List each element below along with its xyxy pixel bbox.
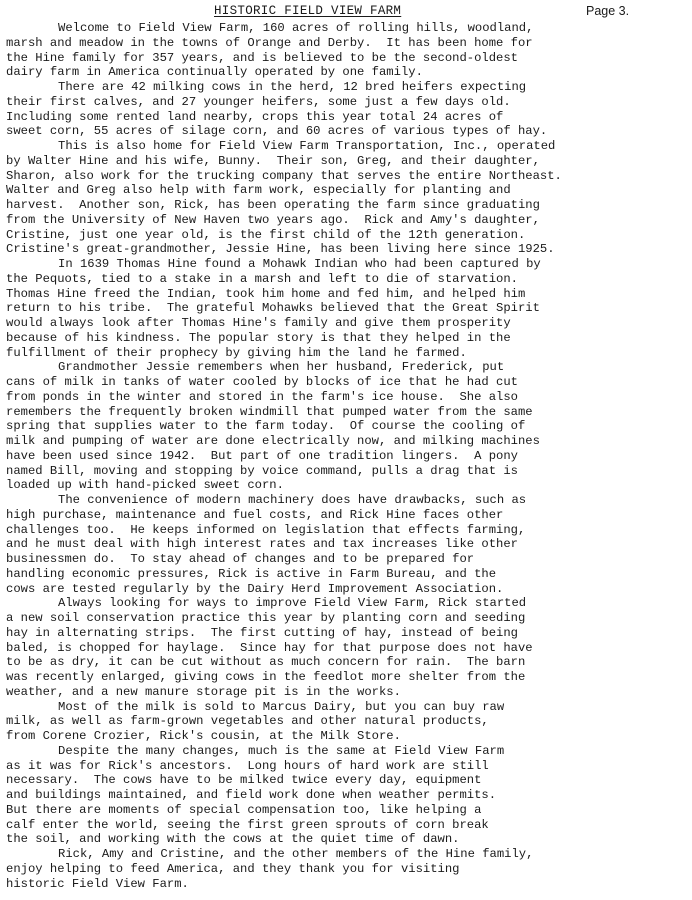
text-line: named Bill, moving and stopping by voice command, pulls a drag that is bbox=[6, 463, 518, 478]
text-line: Cristine's great-grandmother, Jessie Hine, has been living here since 1925. bbox=[6, 242, 555, 257]
text-line: But there are moments of special compensation too, like helping a bbox=[6, 802, 482, 817]
text-line: the Hine family for 357 years, and is believed to be the second-oldest bbox=[6, 50, 518, 65]
text-line: remembers the frequently broken windmill that pumped water from the same bbox=[6, 404, 533, 419]
text-line: businessmen do. To stay ahead of changes and to be prepared for bbox=[6, 552, 475, 566]
page-title: HISTORIC FIELD VIEW FARM bbox=[214, 4, 402, 18]
text-line: as it was for Rick's ancestors. Long hours of hard work are still bbox=[6, 758, 489, 773]
text-line: loaded up with hand-picked sweet corn. bbox=[6, 478, 284, 493]
text-line: cows are tested regularly by the Dairy Herd Improvement Association. bbox=[6, 581, 504, 596]
text-line: return to his tribe. The grateful Mohawks believed that the Great Spirit bbox=[6, 301, 540, 316]
text-line: milk, as well as farm-grown vegetables and other natural products, bbox=[6, 714, 489, 729]
text-line: sweet corn, 55 acres of silage corn, and 60 acres of various types of hay. bbox=[6, 124, 548, 139]
text-line: The convenience of modern machinery does have drawbacks, such as bbox=[58, 493, 527, 507]
text-line: Most of the milk is sold to Marcus Dairy, but you can buy raw bbox=[58, 699, 505, 714]
text-line: This is also home for Field View Farm Transportation, Inc., operated bbox=[58, 139, 556, 153]
text-line: hay in alternating strips. The first cutting of hay, instead of being bbox=[6, 625, 518, 640]
text-line: Grandmother Jessie remembers when her husband, Frederick, put bbox=[58, 360, 505, 375]
text-line: from the University of New Haven two years ago. Rick and Amy's daughter, bbox=[6, 212, 540, 227]
text-line: the soil, and working with the cows at the quiet time of dawn. bbox=[6, 832, 460, 847]
text-line: Rick, Amy and Cristine, and the other members of the Hine family, bbox=[58, 847, 534, 861]
page-number: Page 3. bbox=[586, 4, 630, 18]
text-line: There are 42 milking cows in the herd, 12 bred heifers expecting bbox=[58, 80, 527, 94]
text-line: from Corene Crozier, Rick's cousin, at the Milk Store. bbox=[6, 729, 401, 743]
text-line: to be as dry, it can be cut without as much concern for rain. The barn bbox=[6, 655, 526, 670]
text-line: Always looking for ways to improve Field View Farm, Rick started bbox=[58, 596, 527, 611]
text-line: necessary. The cows have to be milked twice every day, equipment bbox=[6, 773, 482, 788]
text-line: calf enter the world, seeing the first green sprouts of corn break bbox=[6, 817, 489, 832]
text-line: Despite the many changes, much is the same at Field View Farm bbox=[58, 743, 505, 758]
text-line: marsh and meadow in the towns of Orange and Derby. It has been home for bbox=[6, 35, 533, 50]
text-line: baled, is chopped for haylage. Since hay for that purpose does not have bbox=[6, 640, 533, 655]
article-body bbox=[6, 21, 690, 891]
text-line: Thomas Hine freed the Indian, took him home and fed him, and helped him bbox=[6, 286, 526, 301]
text-line: dairy farm in America continually operated by one family. bbox=[6, 65, 423, 80]
text-line: and buildings maintained, and field work done when weather permits. bbox=[6, 788, 497, 802]
text-line: the Pequots, tied to a stake in a marsh and left to die of starvation. bbox=[6, 271, 518, 286]
text-line: because of his kindness. The popular story is that they helped in the bbox=[6, 330, 511, 345]
text-line: weather, and a new manure storage pit is in the works. bbox=[6, 684, 401, 699]
text-line: high purchase, maintenance and fuel costs, and Rick Hine faces other bbox=[6, 507, 504, 522]
text-line: have been used since 1942. But part of one tradition lingers. A pony bbox=[6, 448, 518, 463]
text-line: Welcome to Field View Farm, 160 acres of rolling hills, woodland, bbox=[58, 21, 534, 35]
text-line: historic Field View Farm. bbox=[6, 876, 189, 891]
text-line: Cristine, just one year old, is the first child of the 12th generation. bbox=[6, 227, 526, 242]
text-line: enjoy helping to feed America, and they thank you for visiting bbox=[6, 861, 460, 876]
text-line: was recently enlarged, giving cows in the feedlot more shelter from the bbox=[6, 670, 526, 684]
text-line: milk and pumping of water are done electrically now, and milking machines bbox=[6, 434, 540, 448]
text-line: and he must deal with high interest rates and tax increases like other bbox=[6, 537, 518, 552]
text-line: harvest. Another son, Rick, has been operating the farm since graduating bbox=[6, 198, 540, 212]
text-line: In 1639 Thomas Hine found a Mohawk Indian who had been captured by bbox=[58, 257, 541, 271]
text-line: handling economic pressures, Rick is active in Farm Bureau, and the bbox=[6, 566, 497, 581]
text-line: spring that supplies water to the farm today. Of course the cooling of bbox=[6, 419, 526, 434]
text-line: their first calves, and 27 younger heifers, some just a few days old. bbox=[6, 94, 511, 109]
text-line: fulfillment of their prophecy by giving him the land he farmed. bbox=[6, 345, 467, 360]
text-line: cans of milk in tanks of water cooled by blocks of ice that he had cut bbox=[6, 375, 518, 389]
text-line: Including some rented land nearby, crops this year total 24 acres of bbox=[6, 109, 504, 124]
text-line: a new soil conservation practice this year by planting corn and seeding bbox=[6, 611, 526, 625]
text-line: Walter and Greg also help with farm work, especially for planting and bbox=[6, 183, 511, 198]
text-line: would always look after Thomas Hine's family and give them prosperity bbox=[6, 316, 511, 330]
text-line: challenges too. He keeps informed on legislation that effects farming, bbox=[6, 522, 526, 537]
text-line: by Walter Hine and his wife, Bunny. Their son, Greg, and their daughter, bbox=[6, 153, 540, 168]
text-line: Sharon, also work for the trucking company that serves the entire Northeast. bbox=[6, 168, 562, 183]
text-line: from ponds in the winter and stored in the farm's ice house. She also bbox=[6, 389, 518, 404]
